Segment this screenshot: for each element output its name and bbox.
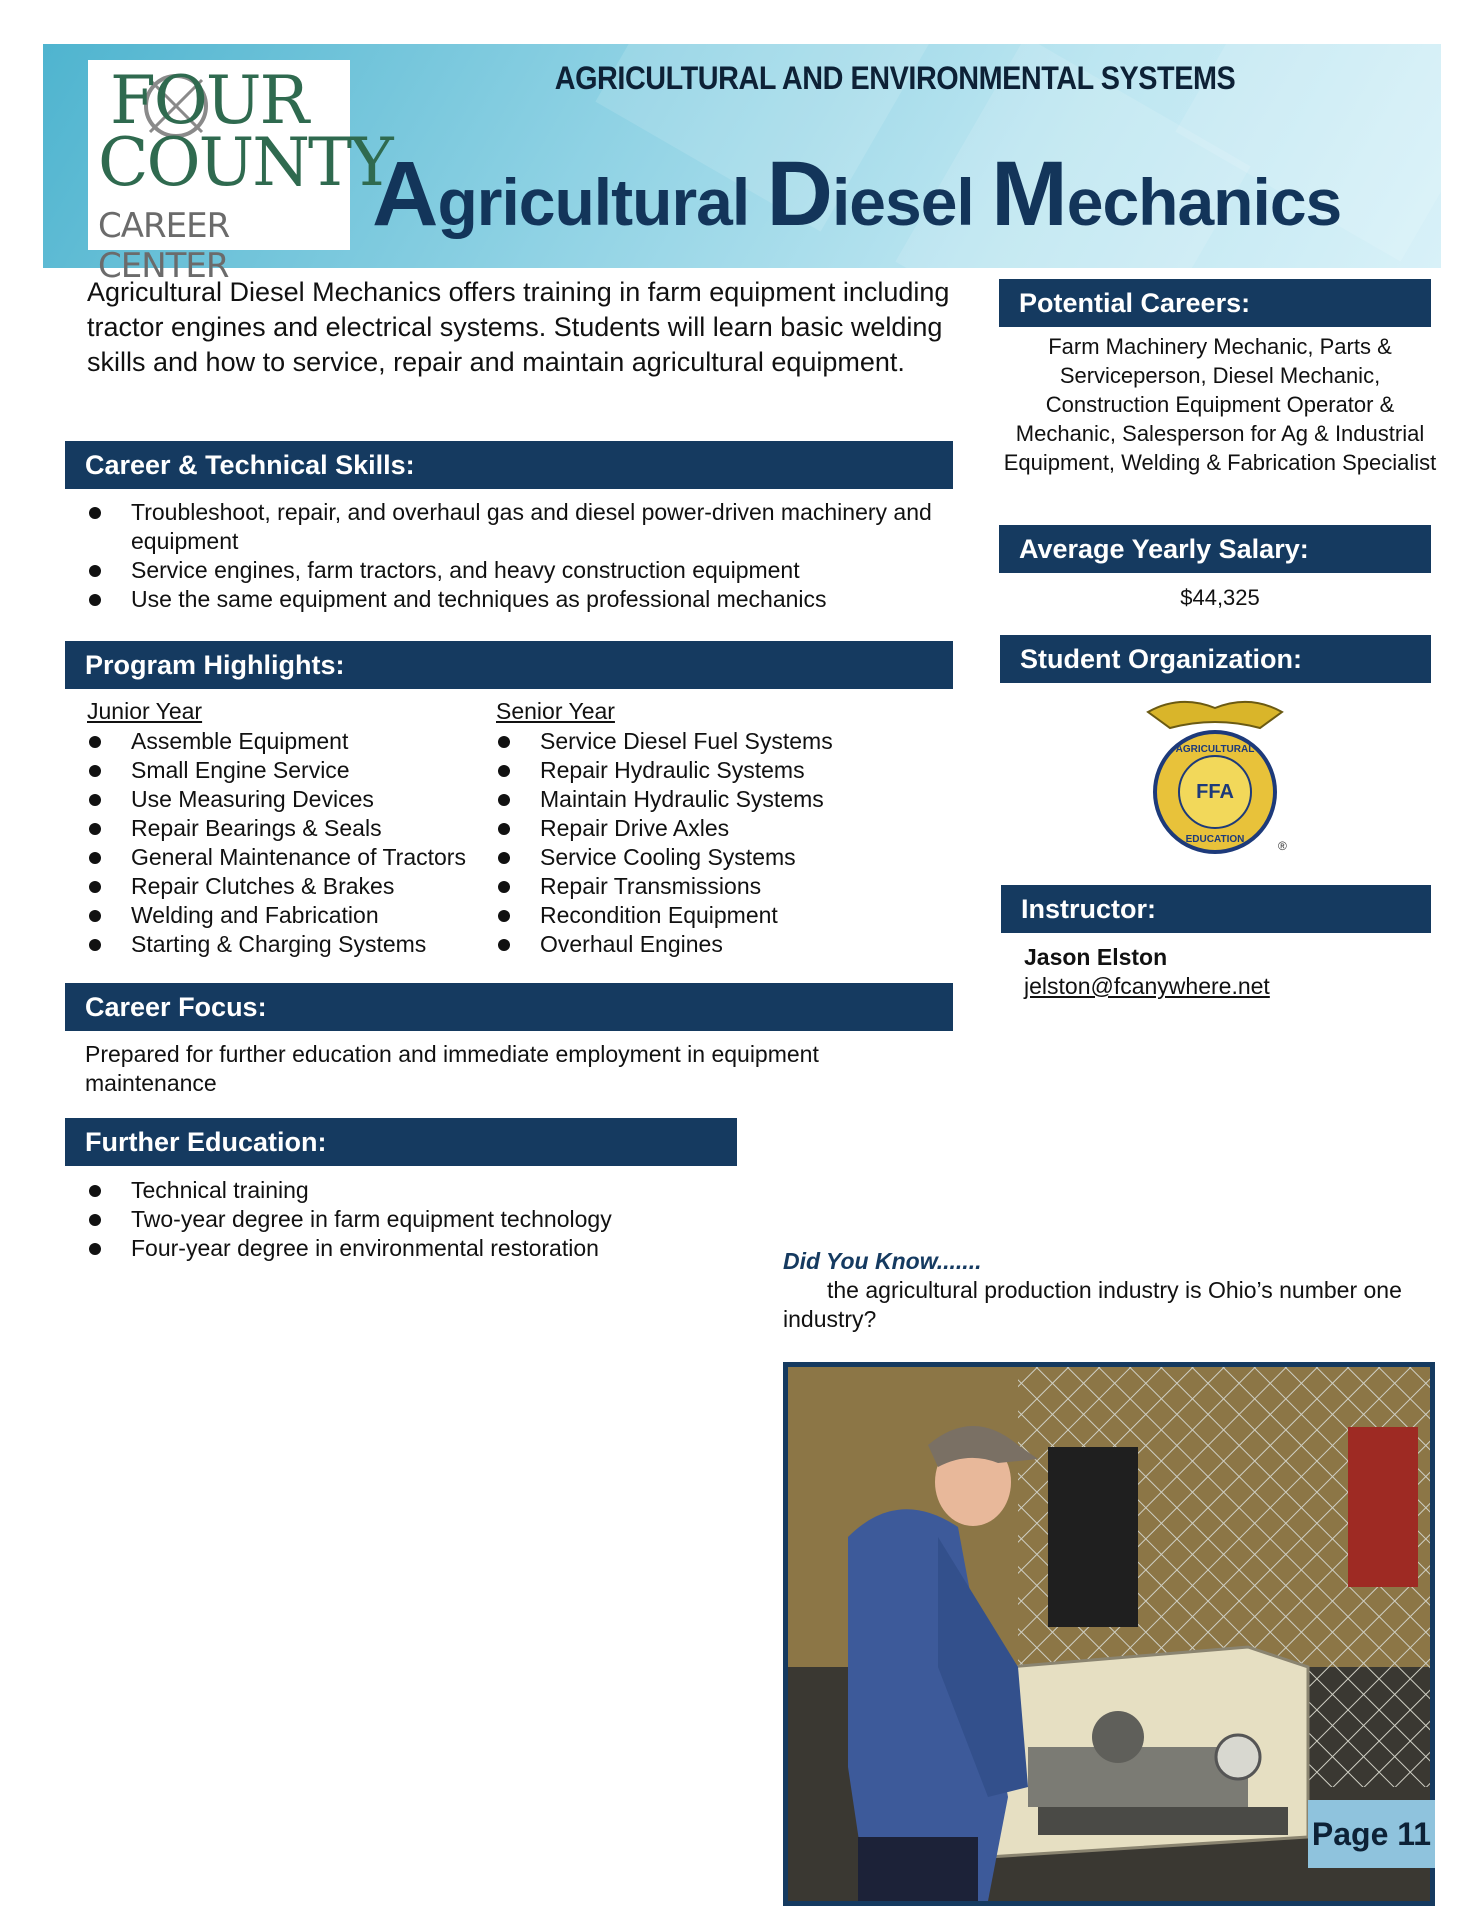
instructor-email-link[interactable]: jelston@fcanywhere.net [1024,973,1270,999]
list-item: Repair Hydraulic Systems [496,756,936,785]
junior-year-label: Junior Year [87,698,203,724]
list-item: Recondition Equipment [496,901,936,930]
salary-heading: Average Yearly Salary: [999,525,1431,573]
title-cap-a: A [372,143,438,245]
ffa-emblem-icon [1140,694,1290,860]
logo-line-county: COUNTY [98,124,392,201]
logo-line-career-center: CAREER CENTER [98,206,230,286]
list-item: Small Engine Service [87,756,507,785]
list-item: Starting & Charging Systems [87,930,507,959]
school-logo [88,60,392,286]
list-item: Use Measuring Devices [87,785,507,814]
ffa-emblem-center: FFA [1196,781,1234,803]
careers-heading: Potential Careers: [999,279,1431,327]
program-area-heading: AGRICULTURAL AND ENVIRONMENTAL SYSTEMS [554,60,1236,96]
list-item: Assemble Equipment [87,727,507,756]
title-part-d: iesel [831,165,992,239]
skills-list [87,498,947,614]
senior-year-label: Senior Year [496,698,615,724]
skills-heading: Career & Technical Skills: [65,441,953,489]
list-item: Two-year degree in farm equipment technology [87,1205,787,1234]
focus-heading: Career Focus: [65,983,953,1031]
title-part-m: echanics [1066,165,1342,239]
logo-line-four: FOUR [110,62,308,139]
list-item: Repair Transmissions [496,872,936,901]
ffa-emblem-ring-top: AGRICULTURAL [1175,744,1255,755]
title-part-a: gricultural [437,165,767,239]
list-item: Use the same equipment and techniques as professional mechanics [87,585,947,614]
did-you-know-title: Did You Know....... [783,1248,982,1274]
careers-text: Farm Machinery Mechanic, Parts & Serviceperson, Diesel Mechanic, Construction Equipment Operator & Mechanic, Salesperson for Ag & Industrial Equipment, Welding & Fabrication Specialist [1003,334,1437,475]
focus-text: Prepared for further education and immediate employment in equipment maintenance [85,1041,819,1096]
did-you-know-text: the agricultural production industry is Ohio’s number one industry? [783,1277,1402,1332]
ffa-emblem-ring-bottom: EDUCATION [1185,834,1245,845]
page-number: Page 11 [1308,1800,1435,1868]
list-item: Repair Clutches & Brakes [87,872,507,901]
further-heading: Further Education: [65,1118,737,1166]
list-item: General Maintenance of Tractors [87,843,507,872]
list-item: Repair Bearings & Seals [87,814,507,843]
title-cap-d: D [766,143,832,245]
instructor-heading: Instructor: [1001,885,1431,933]
list-item: Service Cooling Systems [496,843,936,872]
list-item: Service engines, farm tractors, and heavy construction equipment [87,556,947,585]
further-list [87,1176,787,1263]
ffa-emblem-registered: ® [1278,839,1287,853]
junior-year-list [87,727,507,959]
senior-year-list [496,727,936,959]
instructor-name: Jason Elston [1024,944,1168,970]
list-item: Overhaul Engines [496,930,936,959]
salary-value: $44,325 [1180,585,1260,610]
list-item: Maintain Hydraulic Systems [496,785,936,814]
highlights-heading: Program Highlights: [65,641,953,689]
list-item: Repair Drive Axles [496,814,936,843]
list-item: Welding and Fabrication [87,901,507,930]
list-item: Troubleshoot, repair, and overhaul gas and diesel power-driven machinery and equipment [87,498,947,556]
list-item: Technical training [87,1176,787,1205]
organization-heading: Student Organization: [1000,635,1431,683]
page-title [372,142,1432,247]
title-cap-m: M [991,143,1067,245]
program-intro: Agricultural Diesel Mechanics offers training in farm equipment including tractor engines and electrical systems. Students will learn basic welding skills and how to service, repair and maintain agricultural equipment. [87,277,950,377]
list-item: Service Diesel Fuel Systems [496,727,936,756]
list-item: Four-year degree in environmental restoration [87,1234,787,1263]
